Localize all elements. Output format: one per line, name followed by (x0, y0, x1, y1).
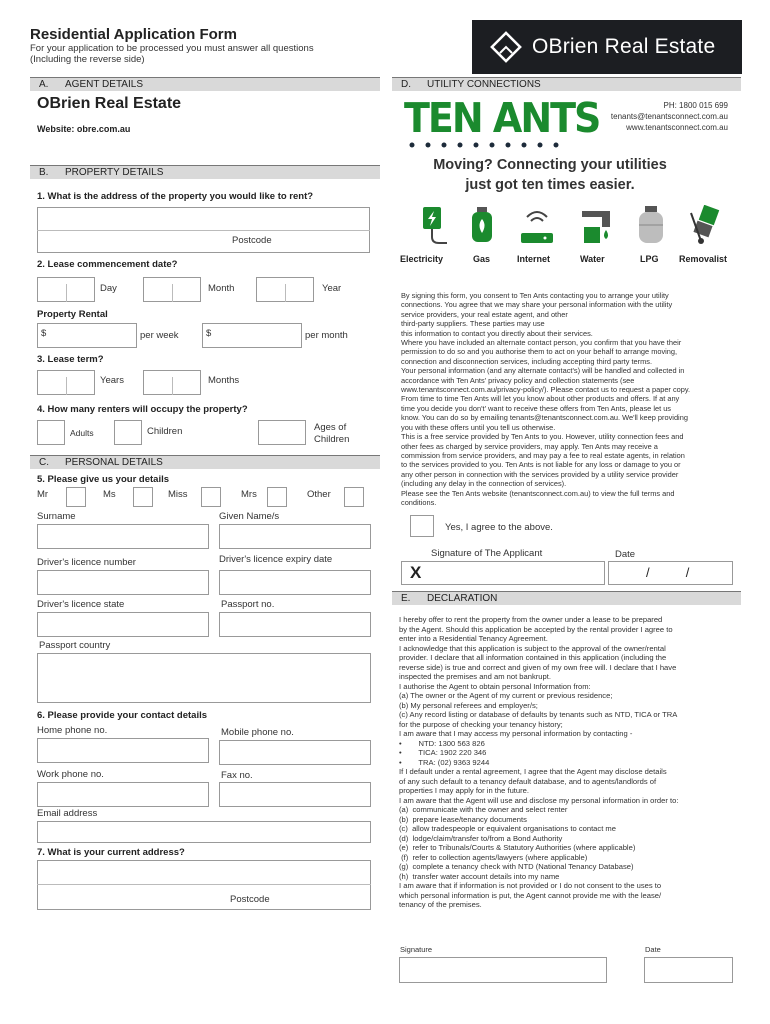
address-divider (37, 230, 370, 231)
lpg-icon (636, 205, 666, 245)
question-6: 6. Please provide your contact details (37, 710, 208, 721)
declaration-line: (b) prepare lease/tenancy documents (399, 814, 527, 824)
declaration-line: inspected the premises and am not bankrupt. (399, 672, 551, 681)
passport-country-input[interactable] (37, 653, 371, 703)
given-names-input[interactable] (219, 524, 371, 549)
declaration-line: (b) My personal referees and employer/s; (399, 700, 538, 710)
licence-state-label: Driver's licence state (37, 599, 125, 610)
declaration-line: (c) allow tradespeople or equivalent organisations to contact me (399, 824, 616, 833)
licence-state-input[interactable] (37, 612, 209, 637)
ants-row-icon (404, 135, 562, 141)
consent-line: By signing this form, you consent to Ten Ants contacting you to arrange your utility (401, 291, 669, 300)
consent-line: you with these offers until you tell us otherwise. (401, 422, 556, 432)
question-1: 1. What is the address of the property you would like to rent? (37, 191, 314, 202)
date-slashes: / / (646, 565, 690, 580)
section-c-header: C. PERSONAL DETAILS (30, 455, 380, 469)
adults-count-input[interactable] (37, 420, 65, 445)
dollar-sign-month: $ (206, 328, 212, 339)
ten-ants-tagline: Moving? Connecting your utilities just got ten times easier. (433, 157, 667, 193)
electricity-icon (417, 205, 449, 245)
declaration-text (399, 615, 741, 910)
declaration-line: I authorise the Agent to obtain personal Information from: (399, 681, 591, 691)
declaration-line: of any such default to a tenancy default database, and to agents/landlords of (399, 776, 657, 786)
year-divider (285, 284, 286, 302)
declaration-line: (a) The owner or the Agent of my current or previous residence; (399, 691, 613, 700)
declaration-date-label: Date (645, 945, 661, 954)
declaration-line: properties I may apply for in the future. (399, 786, 530, 795)
ten-ants-consent-text (401, 291, 741, 507)
gas-label: Gas (473, 254, 491, 264)
ten-ants-web: www.tenantsconnect.com.au (626, 123, 728, 132)
licence-expiry-input[interactable] (219, 570, 371, 595)
agency-logo (472, 20, 742, 74)
declaration-line: I acknowledge that this application is subject to the approval of the owner/rental (399, 643, 666, 653)
declaration-line: • TICA: 1902 220 346 (399, 748, 487, 757)
per-week-label: per week (140, 330, 179, 341)
adults-label: Adults (70, 428, 94, 438)
email-input[interactable] (37, 821, 371, 843)
declaration-line: I am aware that if information is not provided or I do not consent to the uses to (399, 881, 662, 890)
declaration-line: provider. I declare that all information contained in this application (including the (399, 653, 667, 662)
question-5: 5. Please give us your details (37, 474, 170, 485)
water-icon (580, 205, 616, 245)
title-mrs-label: Mrs (241, 489, 257, 500)
consent-line: Where you have included an alternate contact person, you confirm that you have their (401, 338, 682, 348)
consent-line: connections. You agree that we may share your personal information with the utility (401, 300, 673, 310)
day-label: Day (100, 283, 117, 294)
mobile-phone-input[interactable] (219, 740, 371, 765)
question-2: 2. Lease commencement date? (37, 259, 178, 270)
licence-expiry-label: Driver's licence expiry date (219, 554, 333, 565)
declaration-line: (c) Any record listing or database of defaults by tenants such as NTD, TICA or TRA (399, 710, 678, 719)
declaration-signature-input[interactable] (399, 957, 607, 983)
consent-line: This is a free service provided by Ten Ants to you. However, utility connection fees and (401, 432, 684, 442)
removalist-label: Removalist (679, 254, 728, 264)
agree-label: Yes, I agree to the above. (445, 522, 553, 533)
consent-line: (including any delay in the connection of services). (401, 479, 567, 489)
declaration-line: (g) complete a tenancy check with NTD (National Tenancy Database) (399, 862, 634, 871)
declaration-line: I am aware that I may access my personal information by contacting - (399, 729, 633, 738)
lease-month-input[interactable] (143, 277, 201, 302)
passport-no-input[interactable] (219, 612, 371, 637)
children-count-input[interactable] (114, 420, 142, 445)
internet-icon (517, 205, 557, 245)
applicant-signature-label: Signature of The Applicant (431, 548, 543, 559)
consent-line: connection and disconnection services, including accepting third party terms. (401, 356, 653, 366)
removalist-icon (687, 205, 725, 245)
lease-months-input[interactable] (143, 370, 201, 395)
ages-of-children-label: Ages of Children (314, 422, 350, 445)
declaration-line: (e) refer to Tribunals/Courts & Statutory Authorities (where applicable) (399, 843, 636, 852)
declaration-line: tenancy of the premises. (399, 900, 482, 909)
consent-line: time you decide you don't' want to receive these offers from Ten Ants, please let us (401, 403, 671, 413)
month-label: Month (208, 283, 235, 294)
title-ms-checkbox[interactable] (133, 487, 153, 507)
agree-checkbox[interactable] (410, 515, 434, 537)
mobile-phone-label: Mobile phone no. (221, 727, 294, 738)
children-ages-input[interactable] (258, 420, 306, 445)
work-phone-label: Work phone no. (37, 769, 104, 780)
declaration-line: • TRA: (02) 9363 9244 (399, 757, 490, 767)
declaration-line: (f) refer to collection agents/lawyers (where applicable) (399, 852, 588, 862)
question-7: 7. What is your current address? (37, 847, 185, 858)
years-label: Years (100, 375, 124, 386)
passport-country-label: Passport country (39, 640, 111, 651)
consent-line: service providers, your real estate agent, and other (401, 309, 568, 319)
question-3: 3. Lease term? (37, 354, 104, 365)
current-address-input[interactable] (37, 860, 371, 910)
section-e-header: E. DECLARATION (392, 591, 741, 605)
work-phone-input[interactable] (37, 782, 209, 807)
declaration-line: which personal information is put, the Agent cannot provide me with the lease/ (399, 890, 662, 900)
declaration-line: (a) communicate with the owner and select renter (399, 805, 568, 814)
rent-per-week-input[interactable] (37, 323, 137, 348)
consent-line: From time to time Ten Ants will let you know about other products and offers. If at any (401, 394, 680, 404)
months-divider (172, 377, 173, 395)
title-mr-label: Mr (37, 489, 49, 500)
consent-line: accordance with Ten Ants' privacy policy and collection statements (see (401, 375, 635, 385)
agent-website: Website: obre.com.au (37, 124, 131, 134)
ten-ants-contact (560, 100, 728, 133)
consent-line: third-party suppliers. These parties may use (401, 319, 545, 329)
fax-input[interactable] (219, 782, 371, 807)
property-rental-label: Property Rental (37, 309, 108, 320)
day-divider (66, 284, 67, 302)
licence-number-input[interactable] (37, 570, 209, 595)
passport-no-label: Passport no. (221, 599, 275, 610)
declaration-signature-label: Signature (400, 945, 433, 954)
per-month-label: per month (305, 330, 348, 341)
current-postcode-label: Postcode (230, 894, 270, 905)
children-label: Children (147, 426, 183, 437)
consent-line: Your personal information (and any alternate contact's) will be handled and collected in (401, 366, 685, 376)
months-label: Months (208, 375, 240, 386)
agent-name: OBrien Real Estate (37, 95, 182, 112)
email-label: Email address (37, 808, 98, 819)
title-ms-label: Ms (103, 489, 116, 500)
title-other-checkbox[interactable] (344, 487, 364, 507)
lease-year-input[interactable] (256, 277, 314, 302)
declaration-line: reverse side) is true and correct and given of my own free will. I declare that I have (399, 662, 677, 672)
ten-ants-email: tenants@tenantsconnect.com.au (610, 112, 728, 121)
declaration-date-input[interactable] (644, 957, 733, 983)
applicant-signature-input[interactable] (401, 561, 605, 585)
rent-per-month-input[interactable] (202, 323, 302, 348)
question-4: 4. How many renters will occupy the property? (37, 404, 248, 415)
surname-input[interactable] (37, 524, 209, 549)
dollar-sign-week: $ (41, 328, 47, 339)
year-label: Year (322, 283, 342, 294)
declaration-line: enter into a Residential Tenancy Agreement. (399, 634, 548, 643)
title-miss-label: Miss (168, 489, 188, 500)
consent-line: know. You can do so by emailing tenants@tenantsconnect.com.au. We'll keep providing (401, 413, 688, 423)
declaration-line: for the purpose of checking your tenancy history; (399, 719, 563, 729)
diamond-logo-icon (486, 27, 526, 67)
gas-icon (468, 205, 496, 245)
form-title: Residential Application Form (30, 26, 237, 43)
consent-line: conditions. (401, 497, 437, 507)
lease-years-input[interactable] (37, 370, 95, 395)
property-postcode-label: Postcode (232, 235, 272, 246)
consent-line: commission from service providers, and may pay a fee to real estate agents, in relation (401, 450, 685, 460)
declaration-line: • NTD: 1300 563 826 (399, 738, 485, 748)
section-b-header: B. PROPERTY DETAILS (30, 165, 380, 179)
declaration-line: (h) transfer water account details into my name (399, 871, 560, 881)
consent-line: this information to contact you directly about their services. (401, 328, 593, 338)
consent-line: to the services provided to you. Ten Ants is not liable for any loss or damage to you or (401, 460, 681, 470)
internet-label: Internet (517, 254, 551, 264)
electricity-label: Electricity (400, 254, 444, 264)
home-phone-input[interactable] (37, 738, 209, 763)
consent-line: any other person in connection with the services provided by a utility service provider (401, 469, 679, 479)
given-names-label: Given Name/s (219, 511, 280, 522)
title-miss-checkbox[interactable] (201, 487, 221, 507)
title-mr-checkbox[interactable] (66, 487, 86, 507)
lease-day-input[interactable] (37, 277, 95, 302)
consent-line: other fees as charged by service providers, may apply. Ten Ants may receive a (401, 441, 658, 451)
signature-x-mark: X (410, 563, 422, 582)
form-subtitle: For your application to be processed you must answer all questions (Including the reverse side) (30, 43, 314, 65)
declaration-line: I hereby offer to rent the property from the owner under a lease to be prepared (399, 615, 663, 624)
water-label: Water (580, 254, 605, 264)
surname-label: Surname (37, 511, 76, 522)
consent-line: permission to do so and you authorise them to act on your behalf to arrange moving, (401, 347, 678, 357)
logo-text: OBrien Real Estate (532, 35, 716, 58)
declaration-line: by the Agent. Should this application be accepted by the rental provider I agree to (399, 624, 673, 634)
ten-ants-phone: PH: 1800 015 699 (663, 101, 728, 110)
lpg-label: LPG (640, 254, 659, 264)
current-address-divider (37, 884, 371, 885)
declaration-line: (d) lodge/claim/transfer to/from a Bond Authority (399, 833, 563, 843)
fax-label: Fax no. (221, 770, 253, 781)
home-phone-label: Home phone no. (37, 725, 108, 736)
declaration-line: If I default under a rental agreement, I agree that the Agent may disclose details (399, 767, 667, 776)
title-other-label: Other (307, 489, 331, 500)
section-a-header: A. AGENT DETAILS (30, 77, 380, 91)
declaration-line: I am aware that the Agent will use and disclose my personal information in order to: (399, 795, 679, 805)
month-divider (172, 284, 173, 302)
consent-line: Please see the Ten Ants website (tenantsconnect.com.au) to view the full terms and (401, 488, 675, 498)
years-divider (66, 377, 67, 395)
title-mrs-checkbox[interactable] (267, 487, 287, 507)
consent-line: www.tenantsconnect.com.au/privacy-policy/). Please contact us to request a paper copy. (401, 385, 691, 395)
applicant-date-label: Date (615, 549, 636, 560)
section-d-header: D. UTILITY CONNECTIONS (392, 77, 741, 91)
ten-ants-logo: TEN ANTS (404, 94, 600, 142)
licence-number-label: Driver's licence number (37, 557, 136, 568)
